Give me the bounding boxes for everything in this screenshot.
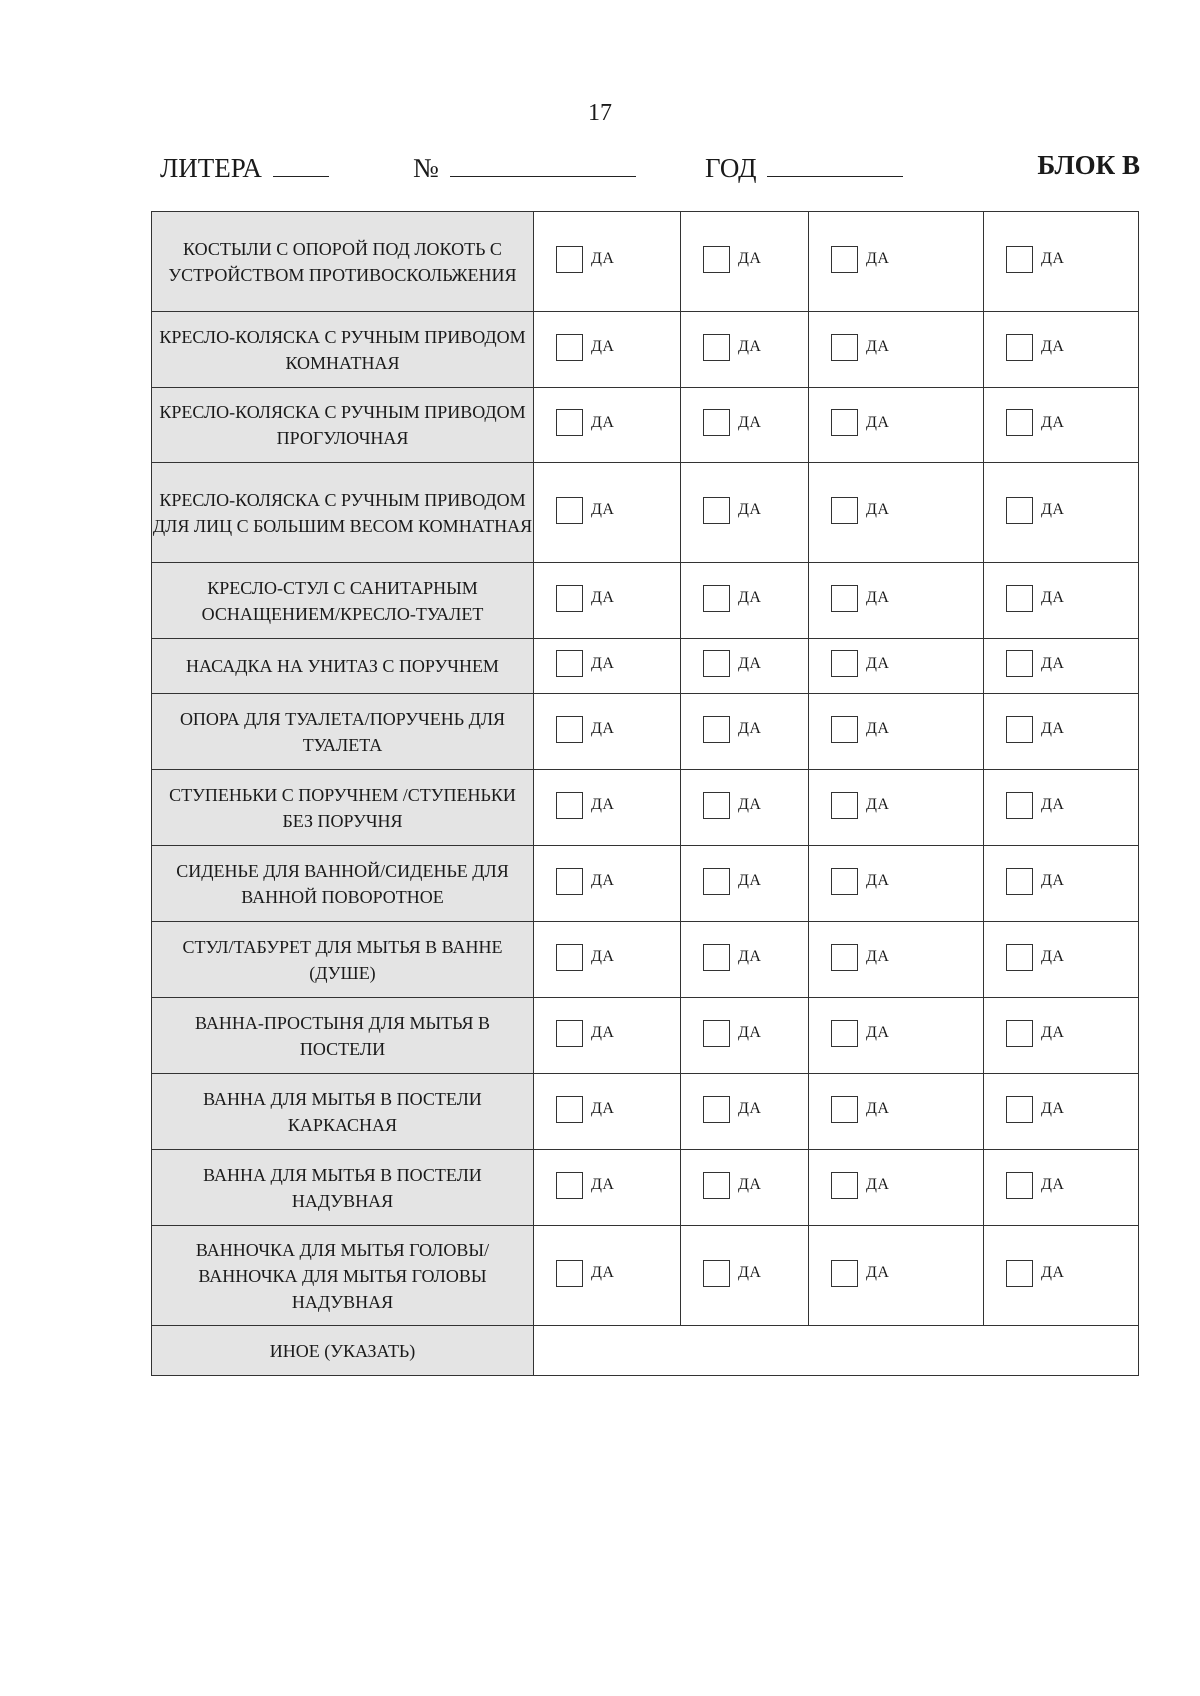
year-label: ГОД [705, 153, 757, 183]
table-row [152, 312, 1139, 388]
yes-option[interactable] [1006, 1020, 1064, 1047]
checkbox[interactable] [1006, 334, 1033, 361]
row-label: ВАННОЧКА ДЛЯ МЫТЬЯ ГОЛОВЫ/ ВАННОЧКА ДЛЯ МЫТЬЯ ГОЛОВЫ НАДУВНАЯ [152, 1226, 534, 1326]
yes-option[interactable] [1006, 792, 1064, 819]
option-cell [534, 770, 681, 846]
checkbox[interactable] [1006, 497, 1033, 524]
yes-option[interactable] [831, 409, 889, 436]
yes-option[interactable] [1006, 1172, 1064, 1199]
option-cell [809, 770, 984, 846]
yes-label: ДА [1041, 948, 1065, 965]
option-cell [534, 922, 681, 998]
option-cell [681, 846, 809, 922]
yes-label: ДА [1041, 250, 1065, 267]
option-cell [984, 922, 1139, 998]
checkbox[interactable] [703, 716, 730, 743]
yes-option[interactable] [556, 1260, 614, 1287]
checkbox[interactable] [831, 792, 858, 819]
yes-option[interactable] [831, 334, 889, 361]
yes-label: ДА [866, 948, 890, 965]
option-cell [809, 212, 984, 312]
yes-label: ДА [738, 1100, 762, 1117]
checkbox[interactable] [556, 246, 583, 273]
option-cell [809, 639, 984, 694]
yes-option[interactable] [703, 1096, 761, 1123]
row-label: КРЕСЛО-СТУЛ С САНИТАРНЫМ ОСНАЩЕНИЕМ/КРЕСЛО-ТУАЛЕТ [152, 563, 534, 639]
yes-option[interactable] [831, 650, 889, 677]
option-cell [809, 694, 984, 770]
option-cell [534, 846, 681, 922]
yes-label: ДА [591, 654, 615, 672]
yes-option[interactable] [556, 334, 614, 361]
yes-option[interactable] [556, 944, 614, 971]
yes-option[interactable] [1006, 650, 1064, 677]
checkbox[interactable] [703, 246, 730, 273]
yes-label: ДА [866, 872, 890, 889]
yes-label: ДА [738, 796, 762, 813]
yes-label: ДА [866, 338, 890, 355]
yes-label: ДА [738, 948, 762, 965]
yes-label: ДА [738, 338, 762, 355]
yes-label: ДА [591, 872, 615, 889]
checkbox[interactable] [556, 650, 583, 677]
option-cell [681, 922, 809, 998]
option-cell [681, 1074, 809, 1150]
option-cell [681, 694, 809, 770]
yes-option[interactable] [831, 246, 889, 273]
yes-label: ДА [591, 1100, 615, 1117]
yes-option[interactable] [831, 1096, 889, 1123]
yes-option[interactable] [703, 1260, 761, 1287]
checkbox[interactable] [831, 497, 858, 524]
option-cell [809, 922, 984, 998]
checkbox[interactable] [703, 1260, 730, 1287]
option-cell [984, 388, 1139, 463]
yes-option[interactable] [1006, 585, 1064, 612]
option-cell [534, 312, 681, 388]
table-row [152, 998, 1139, 1074]
yes-option[interactable] [703, 868, 761, 895]
checkbox[interactable] [703, 334, 730, 361]
checkbox[interactable] [703, 650, 730, 677]
yes-label: ДА [866, 413, 890, 431]
equipment-table-body [152, 212, 1139, 1376]
option-cell [534, 639, 681, 694]
yes-option[interactable] [703, 585, 761, 612]
yes-label: ДА [591, 948, 615, 965]
checkbox[interactable] [831, 1172, 858, 1199]
checkbox[interactable] [831, 1020, 858, 1047]
yes-label: ДА [1041, 501, 1065, 518]
checkbox[interactable] [831, 650, 858, 677]
option-cell [534, 563, 681, 639]
yes-option[interactable] [703, 944, 761, 971]
yes-label: ДА [1041, 413, 1065, 431]
yes-label: ДА [1041, 1176, 1065, 1193]
yes-label: ДА [866, 250, 890, 267]
table-row-other [152, 1326, 1139, 1376]
option-cell [809, 998, 984, 1074]
option-cell [984, 846, 1139, 922]
option-cell [534, 388, 681, 463]
yes-option[interactable] [556, 650, 614, 677]
table-row [152, 1074, 1139, 1150]
checkbox[interactable] [556, 1260, 583, 1287]
yes-option[interactable] [831, 1172, 889, 1199]
option-cell [984, 463, 1139, 563]
number-label: № [413, 153, 439, 183]
option-cell [809, 1226, 984, 1326]
yes-label: ДА [1041, 338, 1065, 355]
row-label: ВАННА-ПРОСТЫНЯ ДЛЯ МЫТЬЯ В ПОСТЕЛИ [152, 998, 534, 1074]
yes-option[interactable] [703, 497, 761, 524]
yes-option[interactable] [831, 1020, 889, 1047]
checkbox[interactable] [1006, 1260, 1033, 1287]
checkbox[interactable] [556, 497, 583, 524]
yes-label: ДА [866, 1176, 890, 1193]
option-cell [681, 770, 809, 846]
yes-option[interactable] [1006, 944, 1064, 971]
yes-label: ДА [1041, 872, 1065, 889]
yes-option[interactable] [703, 1020, 761, 1047]
option-cell [984, 1150, 1139, 1226]
yes-option[interactable] [556, 792, 614, 819]
row-label: СИДЕНЬЕ ДЛЯ ВАННОЙ/СИДЕНЬЕ ДЛЯ ВАННОЙ ПОВОРОТНОЕ [152, 846, 534, 922]
table-row [152, 694, 1139, 770]
checkbox[interactable] [703, 409, 730, 436]
option-cell [681, 463, 809, 563]
option-cell [984, 770, 1139, 846]
option-cell [984, 639, 1139, 694]
checkbox[interactable] [1006, 716, 1033, 743]
table-row [152, 563, 1139, 639]
option-cell [681, 388, 809, 463]
litera-input-line[interactable] [273, 150, 329, 177]
checkbox[interactable] [703, 497, 730, 524]
checkbox[interactable] [556, 716, 583, 743]
yes-label: ДА [591, 501, 615, 518]
checkbox[interactable] [556, 868, 583, 895]
checkbox[interactable] [556, 1096, 583, 1123]
table-row [152, 1226, 1139, 1326]
checkbox[interactable] [703, 944, 730, 971]
option-cell [984, 998, 1139, 1074]
yes-label: ДА [1041, 1100, 1065, 1117]
row-label: НАСАДКА НА УНИТАЗ С ПОРУЧНЕМ [152, 639, 534, 694]
yes-option[interactable] [703, 1172, 761, 1199]
option-cell [984, 694, 1139, 770]
yes-option[interactable] [556, 1172, 614, 1199]
table-row [152, 639, 1139, 694]
table-row [152, 463, 1139, 563]
checkbox[interactable] [1006, 650, 1033, 677]
checkbox[interactable] [1006, 409, 1033, 436]
yes-option[interactable] [1006, 1096, 1064, 1123]
yes-label: ДА [591, 796, 615, 813]
option-cell [984, 1226, 1139, 1326]
checkbox[interactable] [831, 868, 858, 895]
form-header [160, 150, 1140, 190]
option-cell [984, 1074, 1139, 1150]
yes-option[interactable] [831, 716, 889, 743]
row-label: ВАННА ДЛЯ МЫТЬЯ В ПОСТЕЛИ НАДУВНАЯ [152, 1150, 534, 1226]
checkbox[interactable] [831, 716, 858, 743]
option-cell [534, 1074, 681, 1150]
yes-option[interactable] [703, 716, 761, 743]
yes-option[interactable] [1006, 716, 1064, 743]
row-label: КОСТЫЛИ С ОПОРОЙ ПОД ЛОКОТЬ С УСТРОЙСТВОМ ПРОТИВОСКОЛЬЖЕНИЯ [152, 212, 534, 312]
option-cell [984, 563, 1139, 639]
yes-label: ДА [866, 589, 890, 606]
yes-option[interactable] [556, 1020, 614, 1047]
table-row [152, 1150, 1139, 1226]
other-input-field[interactable] [534, 1326, 1139, 1376]
option-cell [809, 312, 984, 388]
page-number: 17 [588, 100, 612, 126]
yes-option[interactable] [1006, 334, 1064, 361]
row-label: КРЕСЛО-КОЛЯСКА С РУЧНЫМ ПРИВОДОМ ПРОГУЛОЧНАЯ [152, 388, 534, 463]
yes-label: ДА [866, 720, 890, 737]
option-cell [534, 212, 681, 312]
checkbox[interactable] [1006, 868, 1033, 895]
yes-label: ДА [738, 720, 762, 737]
block-title: БЛОК В [1037, 150, 1140, 180]
yes-label: ДА [866, 1024, 890, 1041]
yes-option[interactable] [1006, 409, 1064, 436]
checkbox[interactable] [703, 868, 730, 895]
yes-option[interactable] [556, 1096, 614, 1123]
yes-option[interactable] [703, 409, 761, 436]
yes-option[interactable] [831, 944, 889, 971]
row-label: КРЕСЛО-КОЛЯСКА С РУЧНЫМ ПРИВОДОМ ДЛЯ ЛИЦ С БОЛЬШИМ ВЕСОМ КОМНАТНАЯ [152, 463, 534, 563]
yes-option[interactable] [831, 585, 889, 612]
checkbox[interactable] [1006, 1096, 1033, 1123]
yes-label: ДА [866, 1264, 890, 1281]
yes-label: ДА [738, 1176, 762, 1193]
checkbox[interactable] [831, 1096, 858, 1123]
checkbox[interactable] [831, 585, 858, 612]
number-field [413, 150, 636, 184]
yes-option[interactable] [1006, 868, 1064, 895]
row-label: КРЕСЛО-КОЛЯСКА С РУЧНЫМ ПРИВОДОМ КОМНАТНАЯ [152, 312, 534, 388]
checkbox[interactable] [703, 1096, 730, 1123]
option-cell [809, 388, 984, 463]
checkbox[interactable] [1006, 944, 1033, 971]
yes-option[interactable] [1006, 1260, 1064, 1287]
option-cell [809, 563, 984, 639]
yes-label: ДА [738, 413, 762, 431]
yes-option[interactable] [556, 497, 614, 524]
option-cell [534, 463, 681, 563]
yes-label: ДА [591, 413, 615, 431]
litera-label: ЛИТЕРА [160, 153, 262, 183]
checkbox[interactable] [831, 334, 858, 361]
checkbox[interactable] [703, 1172, 730, 1199]
yes-option[interactable] [556, 409, 614, 436]
yes-label: ДА [1041, 720, 1065, 737]
year-field [705, 150, 903, 184]
option-cell [534, 1226, 681, 1326]
yes-label: ДА [866, 796, 890, 813]
row-label: СТУЛ/ТАБУРЕТ ДЛЯ МЫТЬЯ В ВАННЕ (ДУШЕ) [152, 922, 534, 998]
checkbox[interactable] [1006, 246, 1033, 273]
litera-field [160, 150, 329, 184]
option-cell [681, 563, 809, 639]
checkbox[interactable] [831, 1260, 858, 1287]
yes-option[interactable] [556, 585, 614, 612]
table-row [152, 212, 1139, 312]
yes-label: ДА [591, 338, 615, 355]
option-cell [681, 1226, 809, 1326]
option-cell [681, 639, 809, 694]
yes-option[interactable] [831, 1260, 889, 1287]
table-row [152, 388, 1139, 463]
yes-label: ДА [591, 1264, 615, 1281]
row-label: ОПОРА ДЛЯ ТУАЛЕТА/ПОРУЧЕНЬ ДЛЯ ТУАЛЕТА [152, 694, 534, 770]
yes-label: ДА [1041, 654, 1065, 672]
yes-option[interactable] [703, 246, 761, 273]
yes-label: ДА [591, 250, 615, 267]
option-cell [681, 212, 809, 312]
yes-option[interactable] [556, 246, 614, 273]
checkbox[interactable] [831, 944, 858, 971]
yes-label: ДА [591, 589, 615, 606]
yes-option[interactable] [703, 334, 761, 361]
option-cell [534, 694, 681, 770]
checkbox[interactable] [831, 246, 858, 273]
checkbox[interactable] [556, 585, 583, 612]
yes-option[interactable] [831, 792, 889, 819]
checkbox[interactable] [556, 409, 583, 436]
yes-label: ДА [591, 1176, 615, 1193]
yes-option[interactable] [556, 868, 614, 895]
checkbox[interactable] [703, 1020, 730, 1047]
yes-label: ДА [1041, 589, 1065, 606]
checkbox[interactable] [1006, 1020, 1033, 1047]
table-row [152, 770, 1139, 846]
yes-label: ДА [1041, 796, 1065, 813]
yes-label: ДА [591, 1024, 615, 1041]
yes-label: ДА [1041, 1264, 1065, 1281]
yes-label: ДА [866, 654, 890, 672]
option-cell [681, 312, 809, 388]
yes-label: ДА [738, 501, 762, 518]
table-row [152, 922, 1139, 998]
yes-option[interactable] [703, 792, 761, 819]
yes-option[interactable] [831, 868, 889, 895]
option-cell [809, 463, 984, 563]
checkbox[interactable] [1006, 792, 1033, 819]
checkbox[interactable] [1006, 585, 1033, 612]
option-cell [534, 998, 681, 1074]
yes-label: ДА [738, 589, 762, 606]
option-cell [984, 312, 1139, 388]
yes-option[interactable] [1006, 497, 1064, 524]
checkbox[interactable] [556, 334, 583, 361]
yes-option[interactable] [1006, 246, 1064, 273]
checkbox[interactable] [831, 409, 858, 436]
yes-label: ДА [866, 1100, 890, 1117]
option-cell [809, 1150, 984, 1226]
yes-label: ДА [1041, 1024, 1065, 1041]
checkbox[interactable] [703, 792, 730, 819]
checkbox[interactable] [556, 944, 583, 971]
yes-label: ДА [738, 872, 762, 889]
yes-label: ДА [866, 501, 890, 518]
checkbox[interactable] [556, 792, 583, 819]
yes-label: ДА [738, 250, 762, 267]
number-input-line[interactable] [450, 150, 636, 177]
yes-label: ДА [591, 720, 615, 737]
option-cell [681, 998, 809, 1074]
checkbox[interactable] [1006, 1172, 1033, 1199]
checkbox[interactable] [556, 1020, 583, 1047]
checkbox[interactable] [703, 585, 730, 612]
row-label: ВАННА ДЛЯ МЫТЬЯ В ПОСТЕЛИ КАРКАСНАЯ [152, 1074, 534, 1150]
yes-label: ДА [738, 1024, 762, 1041]
option-cell [681, 1150, 809, 1226]
option-cell [809, 846, 984, 922]
checkbox[interactable] [556, 1172, 583, 1199]
option-cell [809, 1074, 984, 1150]
row-label: СТУПЕНЬКИ С ПОРУЧНЕМ /СТУПЕНЬКИ БЕЗ ПОРУЧНЯ [152, 770, 534, 846]
yes-option[interactable] [703, 650, 761, 677]
option-cell [984, 212, 1139, 312]
equipment-table [151, 211, 1139, 1376]
yes-option[interactable] [556, 716, 614, 743]
yes-label: ДА [738, 654, 762, 672]
table-row [152, 846, 1139, 922]
yes-option[interactable] [831, 497, 889, 524]
yes-label: ДА [738, 1264, 762, 1281]
row-label-other: ИНОЕ (УКАЗАТЬ) [152, 1326, 534, 1376]
option-cell [534, 1150, 681, 1226]
year-input-line[interactable] [767, 150, 903, 177]
